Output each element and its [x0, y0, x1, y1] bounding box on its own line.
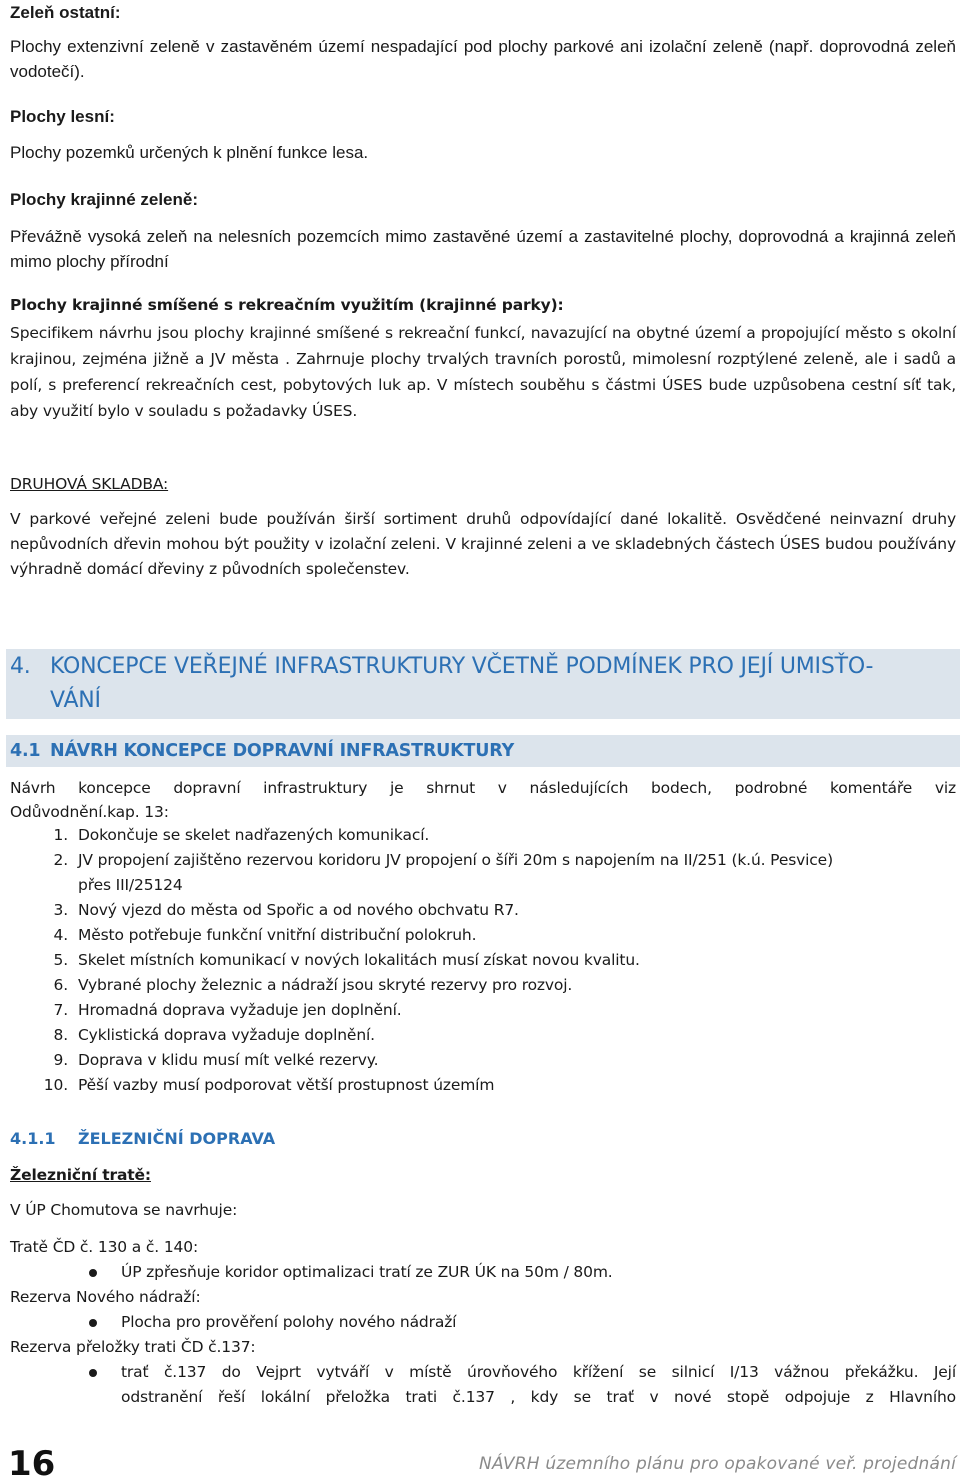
section-4-number: 4.: [10, 654, 31, 679]
trate-block: [10, 1235, 956, 1410]
section-4-1-1-heading: [10, 1126, 275, 1151]
list-item: ÚP zpřesňuje koridor optimalizaci tratí ze ZUR ÚK na 50m / 80m.: [10, 1260, 956, 1285]
heading-plochy-krajinne-zelene: Plochy krajinné zeleně:: [10, 190, 199, 209]
section-4-1-title: NÁVRH KONCEPCE DOPRAVNÍ INFRASTRUKTURY: [50, 741, 515, 761]
list-item: 7. Hromadná doprava vyžaduje jen doplnění.: [53, 1001, 402, 1019]
section-4-title-line1: KONCEPCE VEŘEJNÉ INFRASTRUKTURY VČETNĚ PODMÍNEK PRO JEJÍ UMISŤO-: [50, 654, 874, 679]
bullet-icon: [89, 1369, 97, 1377]
footer-document-title: NÁVRH územního plánu pro opakované veř. projednání: [479, 1454, 956, 1474]
list-item: 4. Město potřebuje funkční vnitřní distribuční polokruh.: [53, 926, 477, 944]
heading-krajinne-parky: Plochy krajinné smíšené s rekreačním využitím (krajinné parky):: [10, 296, 564, 314]
list-item: 2. JV propojení zajištěno rezervou koridoru JV propojení o šíři 20m s napojením na II/251 (k.ú. Pesvice) přes III/25124: [53, 851, 833, 894]
bullet-icon: [89, 1319, 97, 1327]
section-4-heading: [10, 650, 955, 718]
heading-zeleznicni-trate: Železniční tratě:: [10, 1166, 151, 1184]
list-item: 10. Pěší vazby musí podporovat větší prostupnost územím: [43, 1076, 495, 1094]
heading-druhova-skladba: DRUHOVÁ SKLADBA:: [10, 475, 169, 493]
text-zelen-ostatni: Plochy extenzivní zeleně v zastavěném území nespadající pod plochy parkové ani izolační zeleně (např. doprovodná zeleň vodotečí).: [10, 37, 956, 81]
trate-label: Tratě ČD č. 130 a č. 140:: [10, 1238, 199, 1256]
section-4-1-intro-line2: Odůvodnění.kap. 13:: [10, 803, 169, 821]
list-item: Plocha pro prověření polohy nového nádraží: [10, 1310, 956, 1335]
list-item: trať č.137 do Vejprt vytváří v místě úrovňového křížení se silnicí I/13 vážnou překážku. Její odstranění řeší lokální přeložka trati č.137 , kdy se trať v nové stopě odpojuje z Hlavního: [10, 1360, 956, 1410]
nadrazi-label: Rezerva Nového nádraží:: [10, 1288, 201, 1306]
text-navrhuje: V ÚP Chomutova se navrhuje:: [10, 1201, 238, 1219]
list-item: 9. Doprava v klidu musí mít velké rezervy.: [53, 1051, 379, 1069]
heading-zelen-ostatni: Zeleň ostatní:: [10, 3, 121, 22]
heading-plochy-lesni: Plochy lesní:: [10, 107, 115, 126]
section-4-1-intro-line1: Návrh koncepce dopravní infrastruktury je shrnut v následujících bodech, podrobné komentáře viz: [10, 779, 956, 797]
page-number: 16: [8, 1444, 56, 1484]
section-4-1-1-number: 4.1.1: [10, 1129, 56, 1148]
section-4-1-number: 4.1: [10, 741, 41, 761]
text-krajinne-parky: Specifikem návrhu jsou plochy krajinné smíšené s rekreační funkcí, navazující na obytné území a propojující město s okolní krajinou, zejména jižně a JV města . Zahrnuje plochy trvalých travních porostů, mimolesní rozptýlené zeleně, ale i sadů a polí, s preferencí rekreačních cest, pobytových luk ap. V místech souběhu s částmi ÚSES bude uzpůsobena cestní síť tak, aby využití bylo v souladu s požadavky ÚSES.: [10, 324, 956, 420]
prelozka-label: Rezerva přeložky trati ČD č.137:: [10, 1338, 256, 1356]
section-4-1-heading: [10, 737, 514, 765]
list-item: 1. Dokončuje se skelet nadřazených komunikací.: [53, 826, 430, 844]
dopravni-koncepce-list: [10, 823, 956, 1098]
bullet-icon: [89, 1269, 97, 1277]
list-item: 5. Skelet místních komunikací v nových lokalitách musí získat novou kvalitu.: [53, 951, 640, 969]
text-plochy-lesni: Plochy pozemků určených k plnění funkce lesa.: [10, 143, 369, 162]
section-4-1-1-title: ŽELEZNIČNÍ DOPRAVA: [78, 1129, 276, 1148]
text-plochy-krajinne-zelene: Převážně vysoká zeleň na nelesních pozemcích mimo zastavěné území a zastavitelné plochy, doprovodná a krajinná zeleň mimo plochy přírodní: [10, 227, 956, 271]
list-item: 6. Vybrané plochy železnic a nádraží jsou skryté rezervy pro rozvoj.: [53, 976, 573, 994]
text-druhova-skladba: V parkové veřejné zeleni bude používán širší sortiment druhů odpovídající dané lokalitě. Osvědčené neinvazní druhy nepůvodních dřevin mohou být použity v izolační zeleni. V krajinné zeleni a ve skladebných částech ÚSES budou používány výhradně domácí dřeviny z původních společenstev.: [10, 510, 956, 578]
list-item: 8. Cyklistická doprava vyžaduje doplnění.: [53, 1026, 375, 1044]
list-item: 3. Nový vjezd do města od Spořic a od nového obchvatu R7.: [53, 901, 519, 919]
section-4-title-line2: VÁNÍ: [50, 688, 101, 713]
